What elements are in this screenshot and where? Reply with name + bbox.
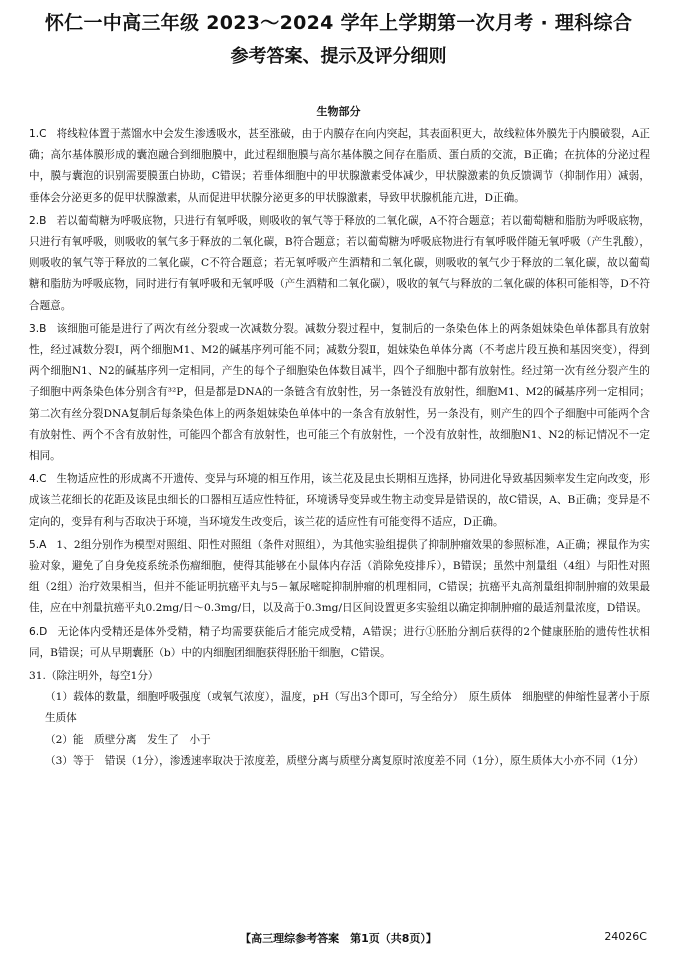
question-answer: B [39, 214, 47, 227]
question-number: 4. [29, 473, 40, 486]
question-answer: B [39, 322, 47, 335]
question-answer: C [39, 128, 47, 140]
section-title: 生物部分 [316, 105, 361, 118]
question-31-part-1: （1）载体的数量，细胞呼吸强度（或氧气浓度），温度，pH（写出3个即可，写全给分） 原生质体 细胞壁的伸缩性显著小于原生质体 [45, 691, 650, 725]
footer-page-info: 【高三理综参考答案 第1页（共8页）】 [240, 932, 437, 945]
question-31-part-2: （2）能 质壁分离 发生了 小于 [45, 733, 211, 746]
document-title: 怀仁一中高三年级 2023～2024 学年上学期第一次月考 · 理科综合 [44, 12, 633, 34]
question-answer: A [39, 538, 47, 551]
answer-body [29, 124, 650, 774]
question-31-heading: 31.（除注明外，每空1分） [29, 670, 159, 683]
question-number: 1. [29, 128, 40, 140]
footer-code: 24026C [604, 930, 647, 943]
question-4 [29, 469, 650, 533]
question-31 [29, 666, 650, 772]
document-subtitle: 参考答案、提示及评分细则 [230, 46, 447, 67]
question-answer: D [39, 625, 48, 638]
question-6 [29, 622, 650, 664]
question-number: 3. [29, 322, 40, 335]
question-explanation: 生物适应性的形成离不开遗传、变异与环境的相互作用，该兰花及昆虫长期相互选择，协同进化导致基因频率发生定向改变，形成该兰花细长的花距及该昆虫细长的口器相互适应性特征，环境诱导变异或生物主动变异是错误的，故C错误，A、B正确；变异是不定向的，变异有利与否取决于环境，当环境发生改变后，该兰花的适应性有可能变得不适应，D正确。 [29, 473, 650, 528]
question-1 [29, 124, 650, 209]
question-explanation: 该细胞可能是进行了两次有丝分裂或一次减数分裂。减数分裂过程中，复制后的一条染色体上的两条姐妹染色单体都具有放射性，经过减数分裂Ⅰ，两个细胞M1、M2的碱基序列可能不同；减数分裂Ⅱ，姐妹染色单体分离（不考虑片段互换和基因突变），得到两个细胞N1、N2的碱基序列一定相同，产生的每个子细胞染色体数目减半，四个子细胞中都有放射性。经过第一次有丝分裂产生的子细胞中两条染色体分别含有³²P，但是都是DNA的一条链含有放射性，另一条链没有放射性，细胞M1、M2的碱基序列一定相同；第二次有丝分裂DNA复制后每条染色体上的两条姐妹染色单体中的一条含有放射性，另一条没有，则产生的四个子细胞中可能两个含有放射性、两个不含有放射性，可能四个都含有放射性，也可能三个有放射性，一个没有放射性，故细胞N1、N2的标记情况不一定相同。 [29, 322, 650, 463]
question-3 [29, 319, 650, 467]
question-number: 2. [29, 214, 40, 227]
question-answer: C [39, 473, 47, 486]
question-explanation: 若以葡萄糖为呼吸底物，只进行有氧呼吸，则吸收的氧气等于释放的二氧化碳，A不符合题意；若以葡萄糖和脂肪为呼吸底物，只进行有氧呼吸，则吸收的氧气多于释放的二氧化碳，B符合题意；若以葡萄糖为呼吸底物进行有氧呼吸伴随无氧呼吸（产生乳酸），则吸收的氧气等于释放的二氧化碳，C不符合题意；若无氧呼吸产生酒精和二氧化碳，则吸收的氧气少于释放的二氧化碳，故以葡萄糖和脂肪为呼吸底物，同时进行有氧呼吸和无氧呼吸（产生酒精和二氧化碳），吸收的氧气与释放的二氧化碳的体积可能相等，D不符合题意。 [29, 214, 650, 312]
question-number: 5. [29, 538, 40, 551]
question-5 [29, 535, 650, 620]
page-footer [0, 930, 677, 950]
question-2 [29, 211, 650, 317]
question-explanation: 1、2组分别作为模型对照组、阳性对照组（条件对照组），为其他实验组提供了抑制肿瘤效果的参照标准，A正确；裸鼠作为实验对象，避免了自身免疫系统杀伤瘤细胞，使得其能够在小鼠体内存活（消除免疫排斥），B错误；虽然中剂量组（4组）与阳性对照组（2组）治疗效果相当，但并不能证明抗癌平丸与5－氟尿嘧啶抑制肿瘤的机理相同，C错误；抗癌平丸高剂量组抑制肿瘤的效果最佳，应在中剂量抗癌平丸0.2mg/日～0.3mg/日，以及高于0.3mg/日区间设置更多实验组以确定抑制肿瘤的最适剂量浓度，D错误。 [29, 538, 650, 615]
question-number: 6. [29, 625, 40, 638]
question-explanation: 无论体内受精还是体外受精，精子均需要获能后才能完成受精，A错误；进行①胚胎分割后获得的2个健康胚胎的遗传性状相同，B错误；可从早期囊胚（b）中的内细胞团细胞获得胚胎干细胞，C错误。 [29, 625, 650, 659]
question-31-part-3: （3）等于 错误（1分），渗透速率取决于浓度差，质壁分离与质壁分离复原时浓度差不同（1分），原生质体大小亦不同（1分） [45, 754, 645, 767]
question-explanation: 将线粒体置于蒸馏水中会发生渗透吸水，甚至涨破，由于内膜存在向内突起，其表面积更大，故线粒体外膜先于内膜破裂，A正确；高尔基体膜形成的囊泡融合到细胞膜中，此过程细胞膜与高尔基体膜之间存在脂质、蛋白质的交流，B正确；在抗体的分泌过程中，膜与囊泡的识别需要膜蛋白协助，C错误；若垂体细胞中的甲状腺激素受体减少，甲状腺激素的负反馈调节（抑制作用）减弱，垂体会分泌更多的促甲状腺激素，从而促进甲状腺分泌更多的甲状腺激素，导致甲状腺机能亢进，D正确。 [29, 128, 650, 204]
